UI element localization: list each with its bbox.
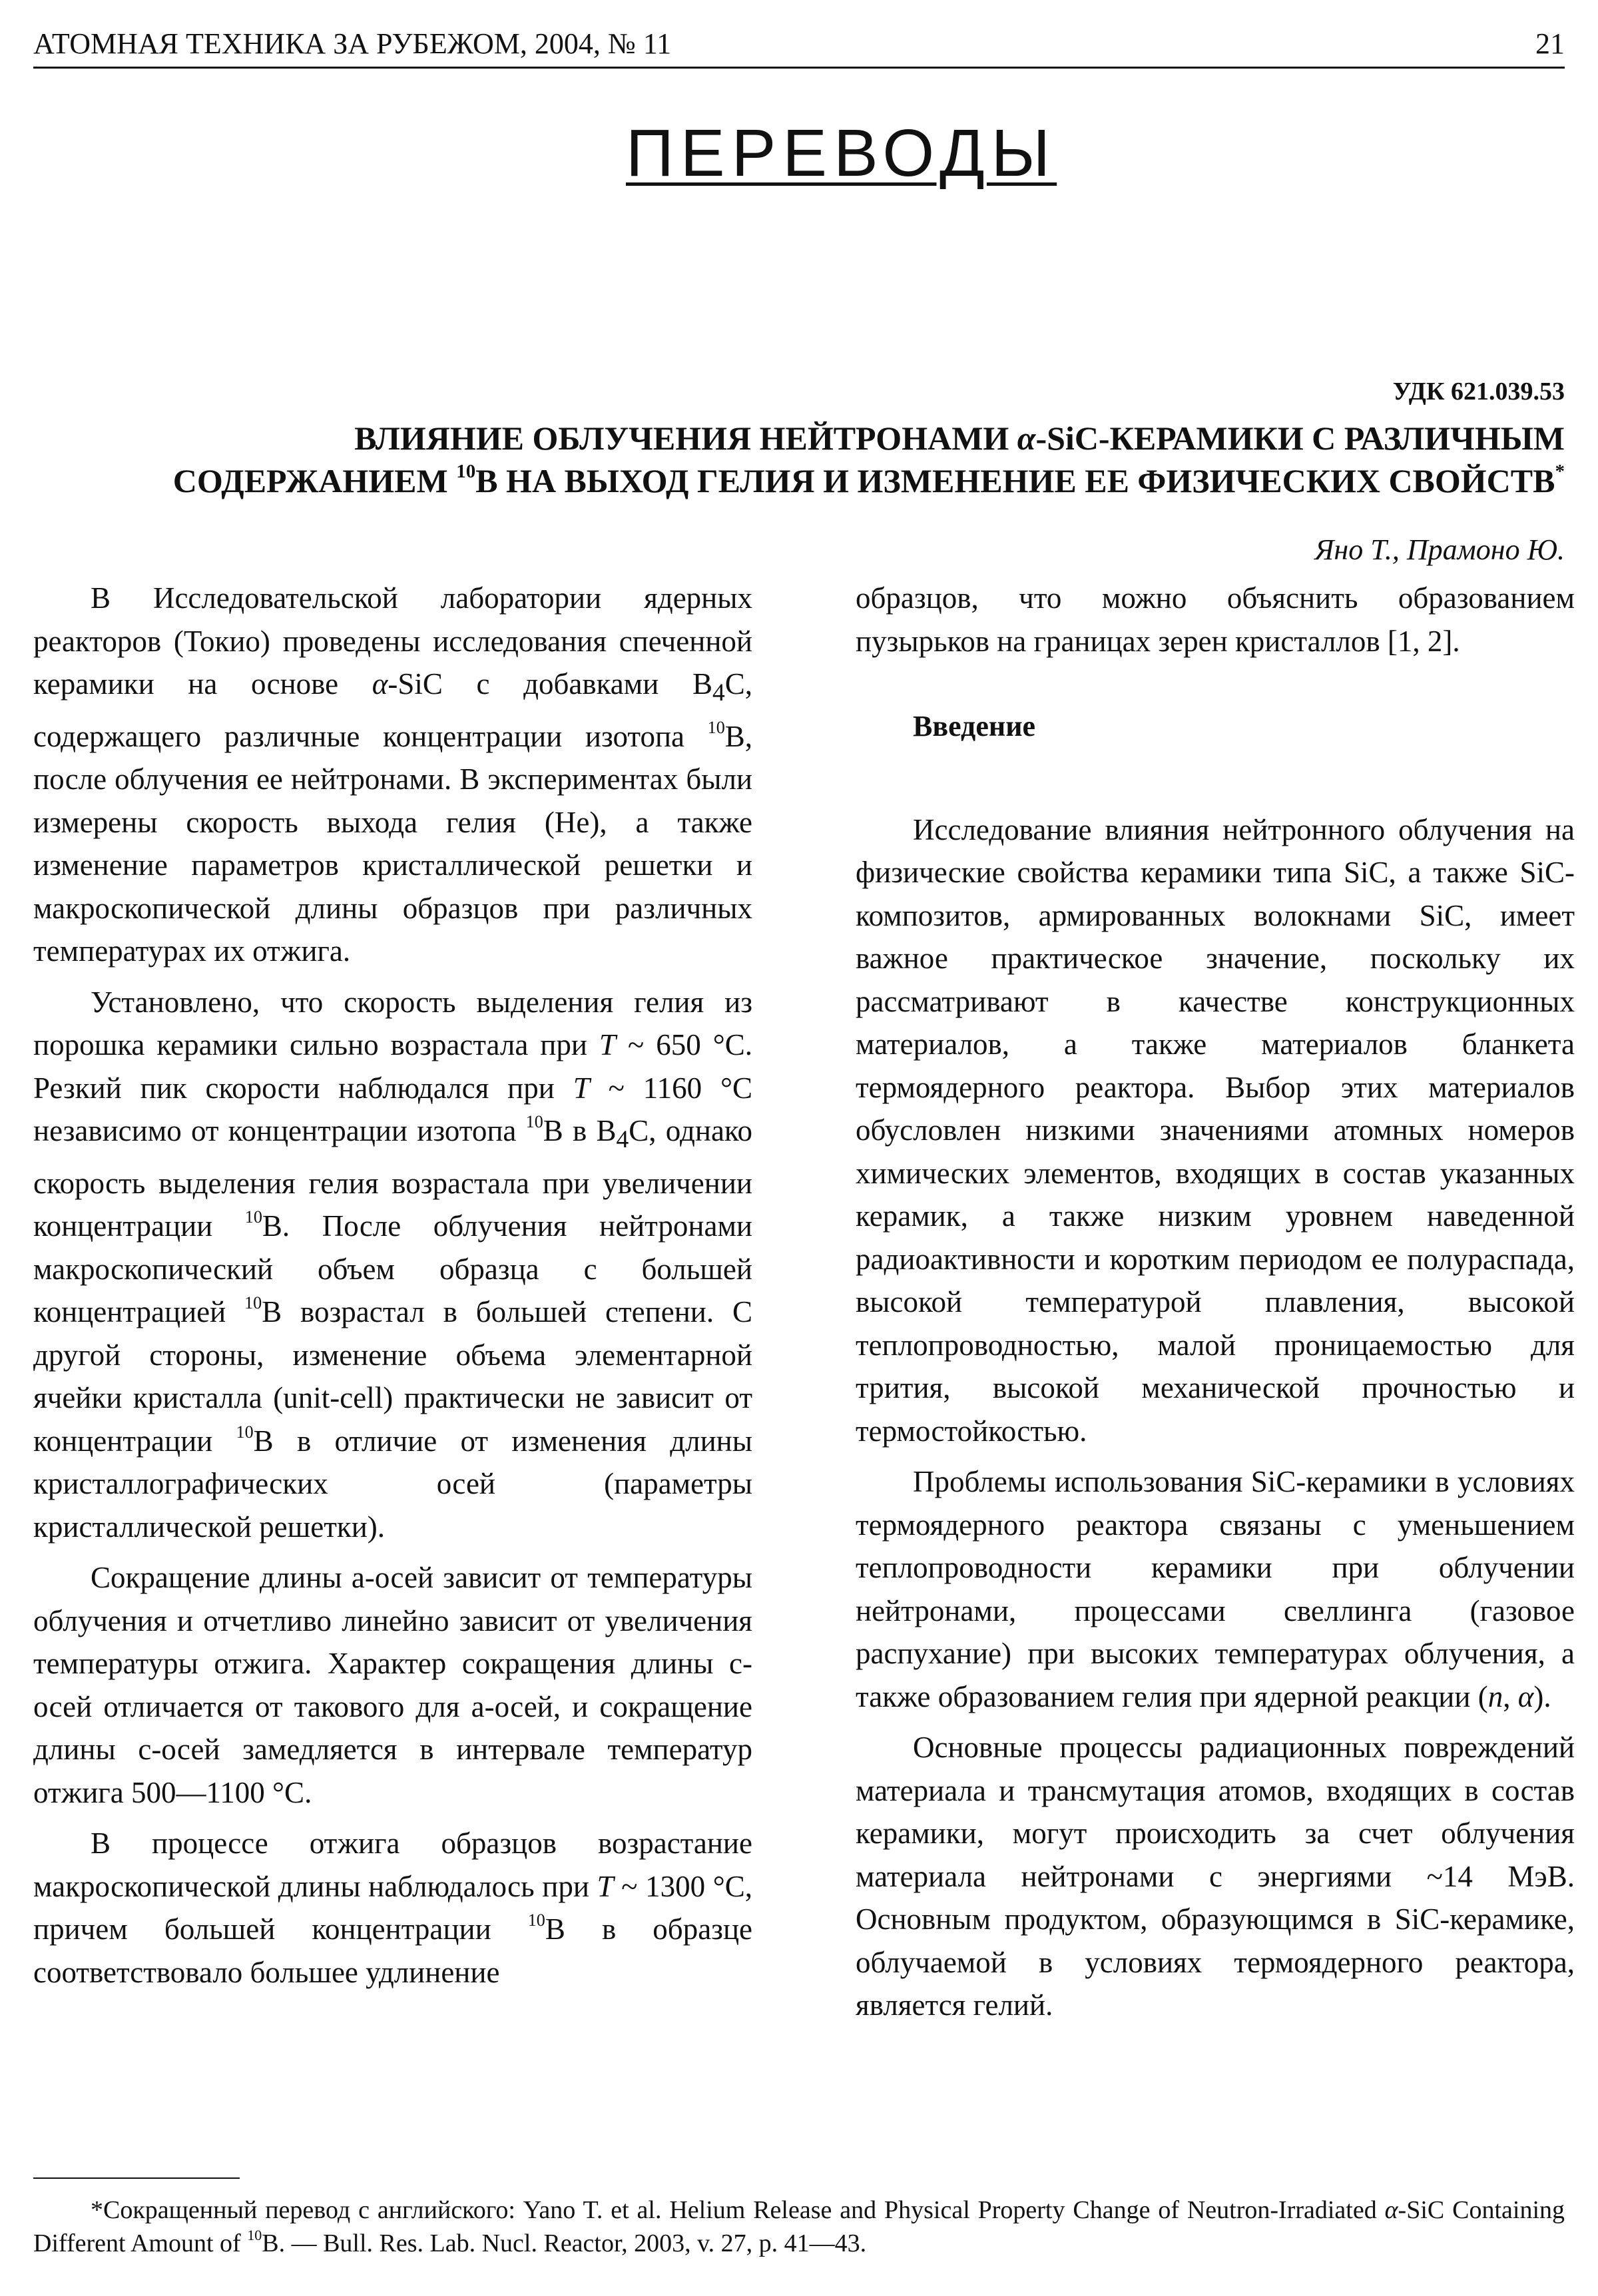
abstract-continuation: образцов, что можно объяснить образованием пузырьков на границах зерен кристаллов [1, 2]. xyxy=(856,581,1575,658)
footnote: *Сокращенный перевод с английского: Yano T. et al. Helium Release and Physical Property Change of Neutron-Irradiated α-SiC Containing Different Amount of $^{10}$B. — Bull. Res. Lab. Nucl. Reactor, 2003, v. 27, p. 41—43. xyxy=(33,2196,1565,2257)
abstract-paragraph-1: В Исследовательской лаборатории ядерных реакторов (Токио) проведены исследования спеченной керамики на основе α-SiC с добавками $B_4C$, содержащего различные концентрации изотопа $^{10}$В, после облучения ее нейтронами. В экспериментах были измерены скорость выхода гелия (Не), а также изменение параметров кристаллической решетки и макроскопической длины образцов при различных температурах их отжига. xyxy=(33,581,752,968)
authors: Яно Т., Прамоно Ю. xyxy=(1314,533,1565,566)
header-rule xyxy=(33,67,1565,69)
page-number: 21 xyxy=(1535,27,1565,60)
intro-paragraph-2: Проблемы использования SiC-керамики в условиях термоядерного реактора связаны с уменьшением теплопроводности керамики при облучении нейтронами, процессами свеллинга (газовое распухание) при высоких температурах облучения, а также образованием гелия при ядерной реакции (n, α). xyxy=(856,1465,1575,1713)
intro-paragraph-3: Основные процессы радиационных повреждений материала и трансмутация атомов, входящих в состав керамики, могут происходить за счет облучения материала нейтронами с энергиями ~14 МэВ. Основным продуктом, образующимся в SiC-керамике, облучаемой в условиях термоядерного реактора, является гелий. xyxy=(856,1731,1575,2022)
running-header xyxy=(33,20,1565,67)
abstract-paragraph-4: В процессе отжига образцов возрастание макроскопической длины наблюдалось при T ~ 1300 °С, причем большей концентрации $^{10}$В в образце соответствовало большее удлинение xyxy=(33,1827,752,1989)
right-column xyxy=(856,577,1575,2035)
article-title-line-1: ВЛИЯНИЕ ОБЛУЧЕНИЯ НЕЙТРОНАМИ α-SiC-КЕРАМИКИ С РАЗЛИЧНЫМ xyxy=(354,420,1565,457)
abstract-paragraph-3: Сокращение длины а-осей зависит от температуры облучения и отчетливо линейно зависит от увеличения температуры отжига. Характер сокращения длины с-осей отличается от такового для а-осей, и сокращение длины с-осей замедляется в интервале температур отжига 500—1100 °С. xyxy=(33,1561,752,1809)
footnote-rule xyxy=(33,2177,240,2179)
article-title xyxy=(33,417,1565,502)
left-column xyxy=(33,577,752,2002)
abstract-paragraph-2: Установлено, что скорость выделения гелия из порошка керамики сильно возрастала при T ~ 650 °С. Резкий пик скорости наблюдался при T ~ 1160 °С независимо от концентрации изотопа $^{10}$В в $B_4C$, однако скорость выделения гелия возрастала при увеличении концентрации $^{10}$В. После облучения нейтронами макроскопический объем образца с большей концентрацией $^{10}$В возрастал в большей степени. С другой стороны, изменение объема элементарной ячейки кристалла (unit-cell) практически не зависит от концентрации $^{10}$В в отличие от изменения длины кристаллографических осей (параметры кристаллической решетки). xyxy=(33,985,753,1544)
title-footnote-mark: * xyxy=(1555,461,1565,483)
introduction-heading: Введение xyxy=(913,710,1036,742)
journal-name: АТОМНАЯ ТЕХНИКА ЗА РУБЕЖОМ, 2004, № 11 xyxy=(33,27,672,60)
udc-code: УДК 621.039.53 xyxy=(1392,378,1565,406)
article-title-line-2: СОДЕРЖАНИЕМ $^{10}$В НА ВЫХОД ГЕЛИЯ И ИЗМЕНЕНИЕ ЕЕ ФИЗИЧЕСКИХ СВОЙСТВ* xyxy=(172,461,1565,499)
intro-paragraph-1: Исследование влияния нейтронного облучения на физические свойства керамики типа SiC, а также SiC-композитов, армированных волокнами SiC, имеет важное практическое значение, поскольку их рассматривают в качестве конструкционных материалов, а также материалов бланкета термоядерного реактора. Выбор этих материалов обусловлен низкими значениями атомных номеров химических элементов, входящих в состав указанных керамик, а также низким уровнем наведенной радиоактивности и коротким периодом ее полураспада, высокой температурой плавления, высокой теплопроводностью, малой проницаемостью для трития, высокой механической прочностью и термостойкостью. xyxy=(856,812,1575,1448)
section-title: ПЕРЕВОДЫ xyxy=(626,116,1057,190)
